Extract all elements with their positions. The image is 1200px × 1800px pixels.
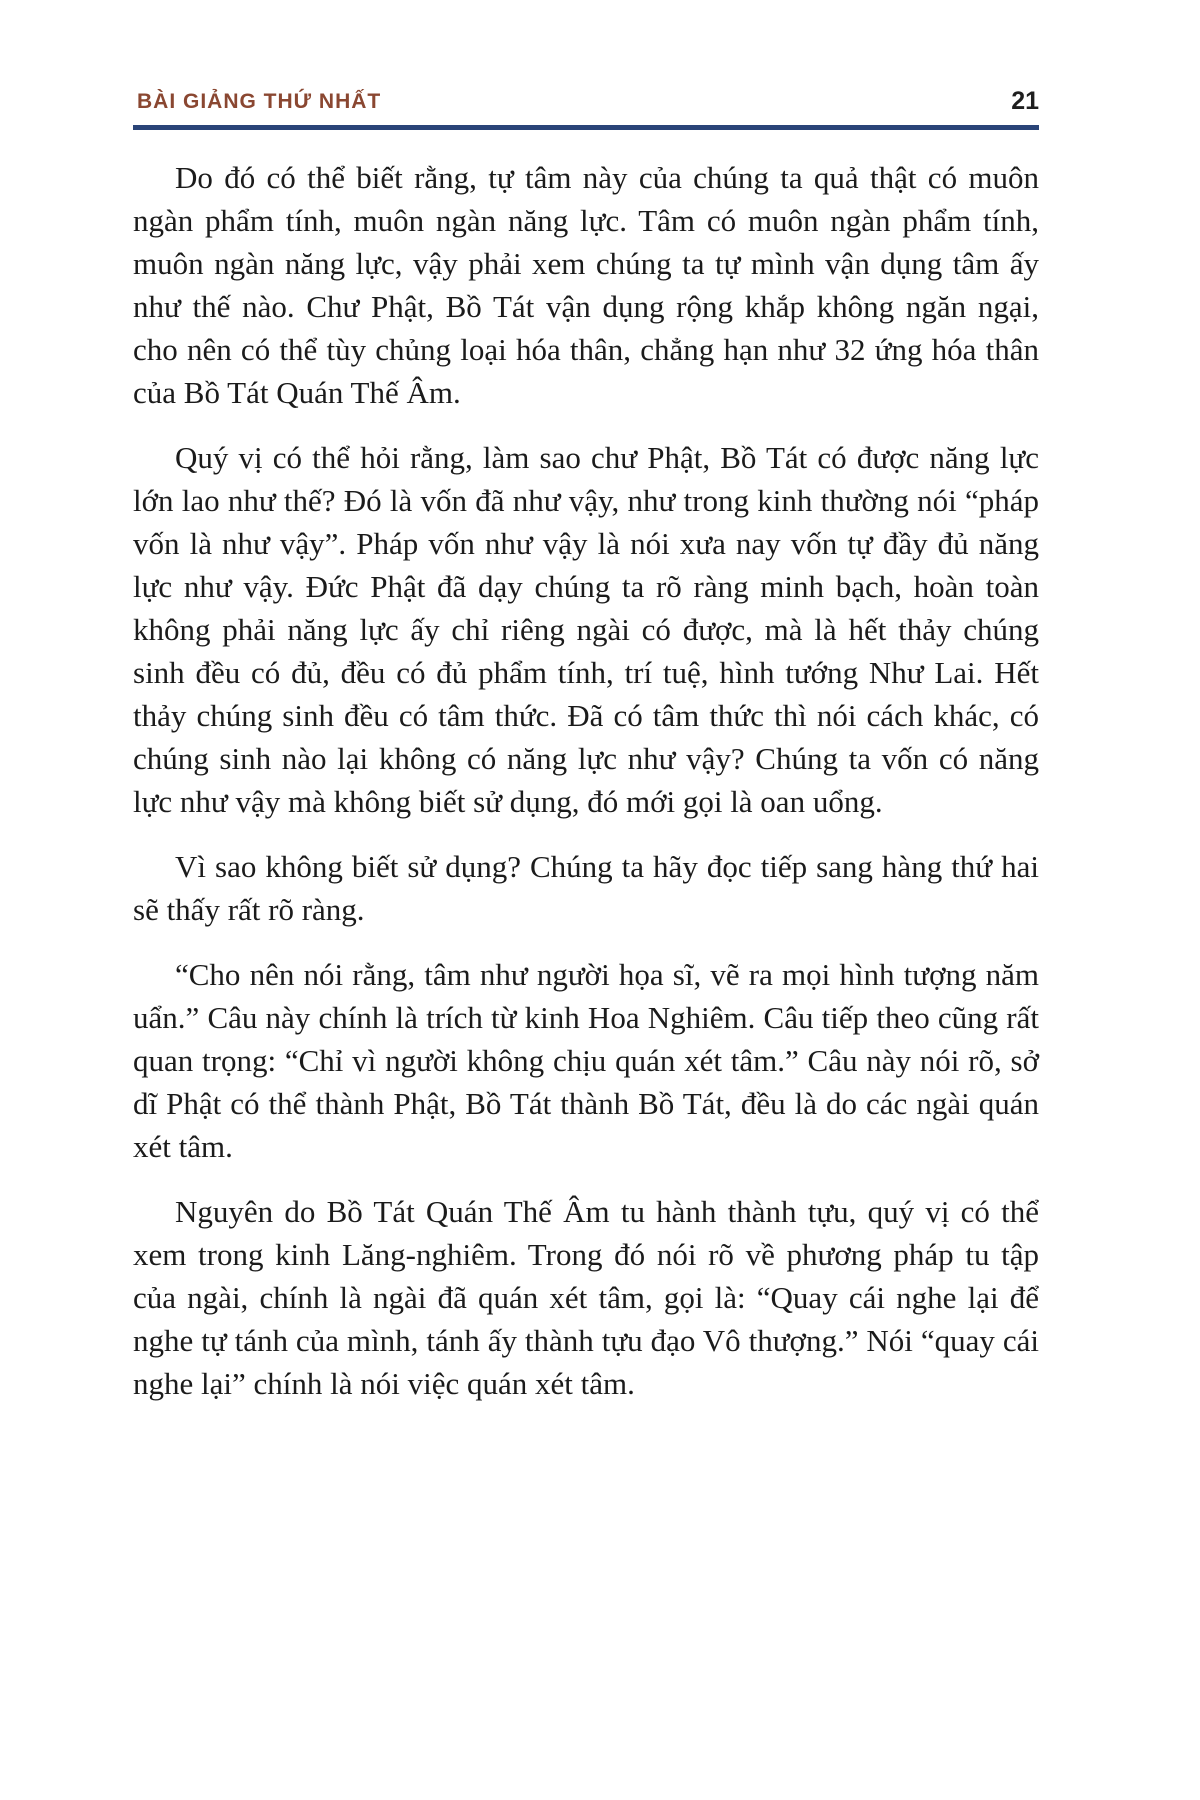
paragraph: “Cho nên nói rằng, tâm như người họa sĩ, vẽ ra mọi hình tượng năm uẩn.” Câu này chính là trích từ kinh Hoa Nghiêm. Câu tiếp theo cũng rất quan trọng: “Chỉ vì người không chịu quán xét tâm.” Câu này nói rõ, sở dĩ Phật có thể thành Phật, Bồ Tát thành Bồ Tát, đều là do các ngài quán xét tâm. — [133, 957, 1039, 1164]
header-rule — [133, 125, 1039, 130]
paragraph: Quý vị có thể hỏi rằng, làm sao chư Phật, Bồ Tát có được năng lực lớn lao như thế? Đó là vốn đã như vậy, như trong kinh thường nói “pháp vốn là như vậy”. Pháp vốn như vậy là nói xưa nay vốn tự đầy đủ năng lực như vậy. Đức Phật đã dạy chúng ta rõ ràng minh bạch, hoàn toàn không phải năng lực ấy chỉ riêng ngài có được, mà là hết thảy chúng sinh đều có đủ, đều có đủ phẩm tính, trí tuệ, hình tướng Như Lai. Hết thảy chúng sinh đều có tâm thức. Đã có tâm thức thì nói cách khác, có chúng sinh nào lại không có năng lực như vậy? Chúng ta vốn có năng lực như vậy mà không biết sử dụng, đó mới gọi là oan uổng. — [133, 440, 1039, 819]
page-header — [133, 0, 1039, 114]
page-body — [133, 156, 1039, 1405]
paragraph: Vì sao không biết sử dụng? Chúng ta hãy đọc tiếp sang hàng thứ hai sẽ thấy rất rõ ràng. — [133, 849, 1039, 927]
paragraph: Do đó có thể biết rằng, tự tâm này của chúng ta quả thật có muôn ngàn phẩm tính, muôn ngàn năng lực. Tâm có muôn ngàn phẩm tính, muôn ngàn năng lực, vậy phải xem chúng ta tự mình vận dụng tâm ấy như thế nào. Chư Phật, Bồ Tát vận dụng rộng khắp không ngăn ngại, cho nên có thể tùy chủng loại hóa thân, chẳng hạn như 32 ứng hóa thân của Bồ Tát Quán Thế Âm. — [133, 160, 1039, 410]
paragraph: Nguyên do Bồ Tát Quán Thế Âm tu hành thành tựu, quý vị có thể xem trong kinh Lăng-nghiêm. Trong đó nói rõ về phương pháp tu tập của ngài, chính là ngài đã quán xét tâm, gọi là: “Quay cái nghe lại để nghe tự tánh của mình, tánh ấy thành tựu đạo Vô thượng.” Nói “quay cái nghe lại” chính là nói việc quán xét tâm. — [133, 1194, 1039, 1401]
running-title: BÀI GIẢNG THỨ NHẤT — [137, 90, 382, 113]
content-column — [133, 0, 1039, 1405]
page-number: 21 — [1011, 87, 1039, 115]
